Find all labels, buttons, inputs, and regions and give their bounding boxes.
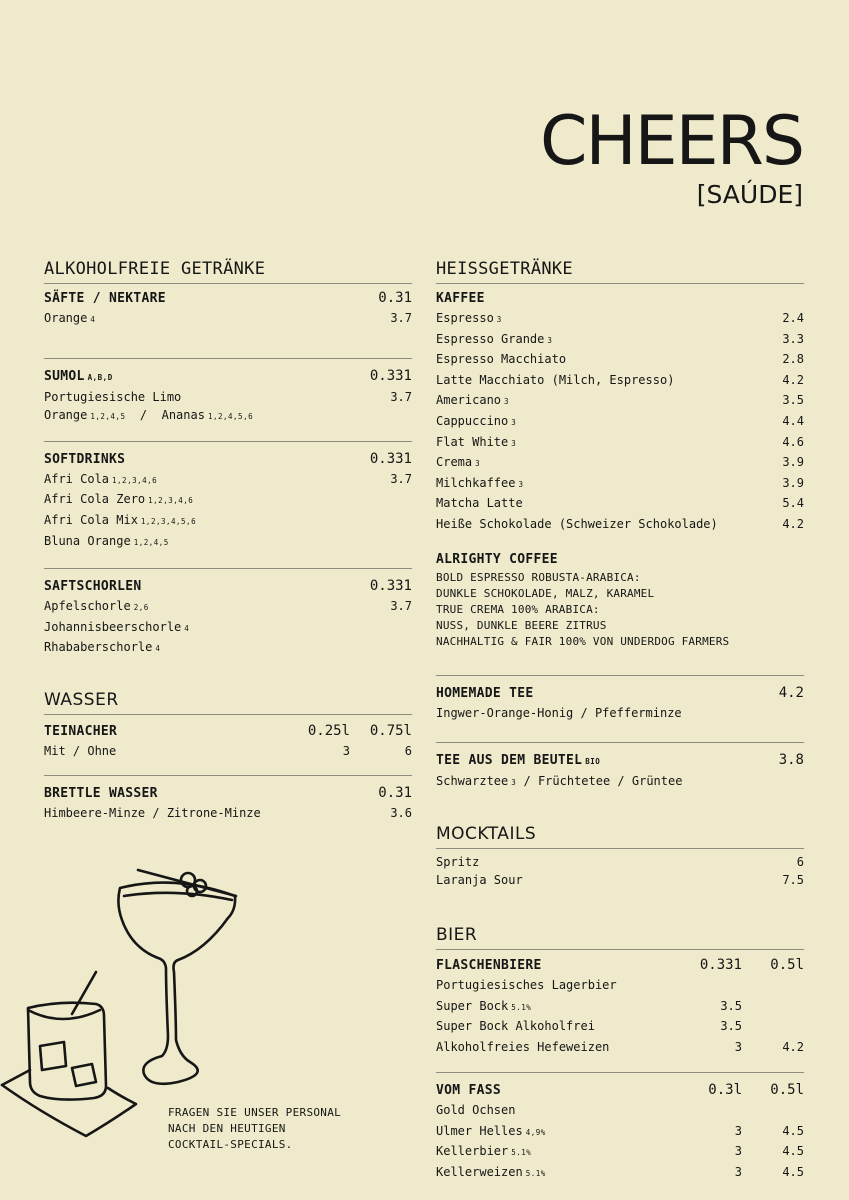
menu-item — [44, 597, 149, 618]
price-group — [678, 997, 804, 1016]
price: 3.9 — [782, 455, 804, 470]
volume-large: 0.5l — [770, 956, 804, 973]
allergen-note: 2,6 — [133, 603, 149, 613]
item-name: Portugiesische Limo — [44, 389, 182, 404]
section-title-heiss: HEISSGETRÄNKE — [436, 258, 804, 284]
allergen-note: 3 — [511, 778, 517, 788]
allergen-note: 1,2,4,5 — [133, 537, 169, 547]
item-name: Espresso Macchiato — [436, 352, 567, 367]
item-name: Orange — [44, 311, 88, 325]
item-name: Johannisbeerschorle — [44, 619, 182, 634]
allergen-note: 3 — [504, 397, 510, 407]
price-large — [742, 1017, 804, 1036]
volume-large: 0.75l — [369, 722, 412, 739]
item-label — [436, 412, 516, 433]
heading-softdrinks: SOFTDRINKS — [44, 451, 126, 467]
item-name: Portugiesisches Lagerbier — [436, 977, 617, 992]
price: 3.5 — [782, 393, 804, 408]
volume-small: 0.25l — [307, 722, 350, 739]
menu-item — [436, 309, 804, 330]
block-saftschorlen — [44, 568, 412, 659]
menu-item — [436, 433, 804, 454]
item-name: Espresso Grande — [436, 331, 545, 346]
menu-item — [44, 490, 193, 511]
menu-item — [44, 638, 160, 659]
price-small: 3 — [342, 743, 350, 758]
alrighty-line: TRUE CREMA 100% ARABICA: — [436, 602, 600, 616]
volume-large: 0.5l — [770, 1082, 804, 1099]
heading-saefte: SÄFTE / NEKTARE — [44, 291, 166, 306]
item-name: Ananas — [161, 408, 205, 423]
block-vom-fass — [436, 1072, 804, 1183]
note-line: COCKTAIL-SPECIALS. — [168, 1138, 293, 1151]
item-label — [436, 997, 531, 1018]
item-name: Ingwer-Orange-Honig / Pfefferminze — [436, 705, 682, 720]
heading-teinacher: TEINACHER — [44, 723, 118, 739]
item-name: Super Bock Alkoholfrei — [436, 1019, 595, 1034]
heading-flaschenbiere: FLASCHENBIERE — [436, 957, 542, 973]
menu-item — [436, 976, 804, 997]
menu-item — [44, 618, 189, 639]
item-name: Afri Cola Zero — [44, 492, 146, 507]
bio-note: BIO — [585, 757, 601, 767]
price-small: 3.5 — [720, 1019, 742, 1034]
price-group — [678, 1038, 804, 1057]
item-label — [436, 494, 526, 515]
heading-tee-beutel — [436, 751, 600, 772]
item-label — [436, 433, 516, 454]
price-large: 4.5 — [782, 1144, 804, 1159]
cocktail-note — [168, 1105, 341, 1153]
allergen-note: 1,2,3,4,5,6 — [140, 516, 197, 526]
item-label — [436, 453, 480, 474]
allergen-note: 1,2,4,5 — [90, 412, 126, 422]
item-name: Schwarztee — [436, 774, 509, 789]
price-large — [742, 997, 804, 1016]
alcohol-note: 5.1% — [525, 1169, 546, 1179]
allergen-note: A,B,D — [87, 372, 113, 382]
allergen-note: 4 — [90, 315, 96, 324]
kaffee-list — [436, 309, 804, 536]
price-large: 4.5 — [782, 1165, 804, 1180]
price: 4.2 — [782, 372, 804, 387]
menu-item — [436, 474, 804, 495]
menu-item — [44, 406, 253, 427]
price: 3.7 — [390, 599, 412, 614]
allergen-note: 1,2,4,5,6 — [207, 412, 254, 422]
item-name: Heiße Schokolade (Schweizer Schokolade) — [436, 516, 718, 531]
price: 3.7 — [390, 471, 412, 486]
price: 7.5 — [782, 873, 804, 888]
item-name: Milchkaffee — [436, 475, 516, 490]
item-name: Bluna Orange — [44, 533, 131, 548]
item-name: TEE AUS DEM BEUTEL — [436, 753, 583, 769]
menu-item — [436, 1163, 804, 1184]
alrighty-line: NUSS, DUNKLE BEERE ZITRUS — [436, 619, 607, 633]
heading-brettle: BRETTLE WASSER — [44, 785, 158, 801]
heading-homemade-tee: HOMEMADE TEE — [436, 685, 534, 701]
left-column — [44, 258, 412, 822]
block-saefte — [44, 284, 412, 330]
menu-title: CHEERS — [540, 102, 803, 181]
volume-small: 0.3l — [708, 1082, 742, 1099]
alrighty-line: BOLD ESPRESSO ROBUSTA-ARABICA: — [436, 570, 641, 584]
allergen-note: 3 — [475, 459, 481, 469]
item-name: Cappuccino — [436, 413, 509, 428]
block-tee-beutel — [436, 742, 804, 793]
block-alrighty — [436, 536, 804, 651]
item-label — [436, 515, 721, 536]
item-name: Gold Ochsen — [436, 1103, 516, 1118]
price: 6 — [796, 854, 804, 869]
menu-item — [436, 412, 804, 433]
item-name: Laranja Sour — [436, 873, 523, 888]
right-column — [436, 258, 804, 1184]
menu-item — [44, 532, 169, 553]
price-group — [678, 1142, 804, 1161]
item-name: Himbeere-Minze / Zitrone-Minze — [44, 805, 261, 820]
menu-subtitle: [SAÚDE] — [696, 180, 803, 209]
price: 2.4 — [782, 311, 804, 325]
menu-item — [436, 494, 804, 515]
item-name: Americano — [436, 393, 502, 408]
allergen-note: 3 — [518, 479, 524, 489]
alcohol-note: 5.1% — [511, 1148, 532, 1158]
menu-header — [540, 100, 803, 209]
item-label — [436, 309, 502, 330]
price: 5.4 — [782, 496, 804, 511]
allergen-note: 4 — [184, 623, 190, 633]
block-brettle — [44, 775, 412, 823]
price: 4.2 — [782, 516, 804, 531]
heading-kaffee: KAFFEE — [436, 291, 485, 306]
price-large: 4.2 — [782, 1039, 804, 1054]
menu-item — [436, 997, 804, 1018]
block-flaschenbiere — [436, 950, 804, 1058]
fass-list — [436, 1101, 804, 1183]
note-line: FRAGEN SIE UNSER PERSONAL — [168, 1106, 342, 1119]
price: 3.7 — [390, 389, 412, 404]
item-label — [436, 1122, 546, 1143]
item-name: Latte Macchiato (Milch, Espresso) — [436, 372, 675, 387]
allergen-note: 3 — [547, 335, 553, 345]
block-sumol — [44, 358, 412, 427]
item-name: Orange — [44, 408, 88, 423]
item-label — [436, 474, 524, 495]
item-name: Apfelschorle — [44, 599, 131, 614]
price-small: 3 — [734, 1165, 742, 1180]
separator: / — [139, 408, 148, 423]
price: 2.8 — [782, 352, 804, 367]
item-name: Super Bock — [436, 998, 509, 1013]
item-label — [436, 1101, 518, 1122]
allergen-note: 1,2,3,4,6 — [148, 496, 194, 506]
price-small: 3.5 — [720, 998, 742, 1013]
allergen-note: 3 — [511, 438, 517, 448]
item-name: Afri Cola — [44, 471, 110, 486]
item-label — [436, 371, 677, 392]
price-group — [678, 1017, 804, 1036]
menu-item — [436, 772, 682, 793]
heading-sumol — [44, 367, 113, 388]
menu-item — [436, 1038, 804, 1059]
note-line: NACH DEN HEUTIGEN — [168, 1122, 286, 1135]
menu-item — [44, 309, 95, 330]
item-name: Kellerbier — [436, 1144, 509, 1159]
item-label — [436, 976, 620, 997]
section-title-alkoholfrei: ALKOHOLFREIE GETRÄNKE — [44, 258, 412, 284]
price: 4.6 — [782, 434, 804, 449]
heading-vom-fass: VOM FASS — [436, 1083, 502, 1099]
item-name: Ulmer Helles — [436, 1123, 523, 1138]
menu-item — [436, 1017, 804, 1038]
menu-item — [436, 453, 804, 474]
heading-saftschorlen: SAFTSCHORLEN — [44, 579, 142, 595]
menu-item — [436, 330, 804, 351]
item-name: SUMOL — [44, 368, 85, 384]
menu-item — [436, 515, 804, 536]
volume: 0.331 — [369, 578, 412, 595]
section-title-wasser: WASSER — [44, 689, 412, 715]
volume: 0.331 — [369, 450, 412, 467]
menu-item — [436, 1122, 804, 1143]
item-label — [436, 1038, 612, 1059]
section-title-mocktails: MOCKTAILS — [436, 823, 804, 849]
alrighty-line: NACHHALTIG & FAIR 100% VON UNDERDOG FARMERS — [436, 635, 730, 649]
price-small: 3 — [734, 1123, 742, 1138]
price-small: 3 — [734, 1039, 742, 1054]
allergen-note: 1,2,3,4,6 — [112, 475, 158, 485]
item-label — [436, 1017, 598, 1038]
price: 3.9 — [782, 475, 804, 490]
volume: 0.31 — [378, 784, 412, 801]
section-title-bier: BIER — [436, 924, 804, 950]
menu-item — [436, 1101, 804, 1122]
allergen-note: 3 — [496, 315, 502, 324]
flaschen-list — [436, 976, 804, 1058]
alrighty-line: DUNKLE SCHOKOLADE, MALZ, KARAMEL — [436, 586, 655, 600]
item-name: Flat White — [436, 434, 509, 449]
item-name: Rhababerschorle — [44, 640, 153, 655]
item-label — [436, 330, 552, 351]
item-name: Matcha Latte — [436, 496, 523, 511]
volume: 0.31 — [378, 290, 412, 306]
item-name: Espresso — [436, 311, 494, 325]
price: 3.7 — [390, 311, 412, 325]
price-large: 4.5 — [782, 1123, 804, 1138]
item-label — [436, 350, 569, 371]
price-group — [678, 1163, 804, 1182]
block-mocktails — [436, 849, 804, 890]
block-teinacher — [44, 715, 412, 761]
price-group — [678, 1122, 804, 1141]
block-homemade-tee — [436, 675, 804, 723]
menu-item — [436, 391, 804, 412]
price: 3.6 — [390, 805, 412, 820]
price: 3.3 — [782, 331, 804, 346]
item-name: Afri Cola Mix — [44, 512, 138, 527]
menu-item — [436, 1142, 804, 1163]
item-label — [436, 391, 509, 412]
item-name: Spritz — [436, 854, 480, 869]
volume-small: 0.331 — [699, 956, 742, 973]
menu-item — [44, 511, 196, 532]
price-large: 6 — [404, 743, 412, 758]
item-name: Mit / Ohne — [44, 743, 117, 758]
allergen-note: 3 — [511, 417, 517, 427]
volume: 0.331 — [369, 367, 412, 384]
price: 3.8 — [778, 752, 804, 769]
price: 4.4 — [782, 413, 804, 428]
menu-item — [436, 371, 804, 392]
price: 4.2 — [778, 684, 804, 701]
item-name: / Früchtetee / Grüntee — [523, 774, 683, 789]
item-name: Alkoholfreies Hefeweizen — [436, 1039, 610, 1054]
item-name: Crema — [436, 455, 473, 470]
item-label — [436, 1163, 546, 1184]
block-kaffee — [436, 284, 804, 536]
block-softdrinks — [44, 441, 412, 552]
menu-item — [44, 470, 157, 491]
alcohol-note: 5.1% — [511, 1002, 532, 1012]
heading-alrighty: ALRIGHTY COFFEE — [436, 551, 558, 567]
item-name: Kellerweizen — [436, 1165, 523, 1180]
allergen-note: 4 — [155, 644, 161, 654]
alcohol-note: 4,9% — [525, 1127, 546, 1137]
menu-item — [436, 350, 804, 371]
price-small: 3 — [734, 1144, 742, 1159]
item-label — [436, 1142, 531, 1163]
